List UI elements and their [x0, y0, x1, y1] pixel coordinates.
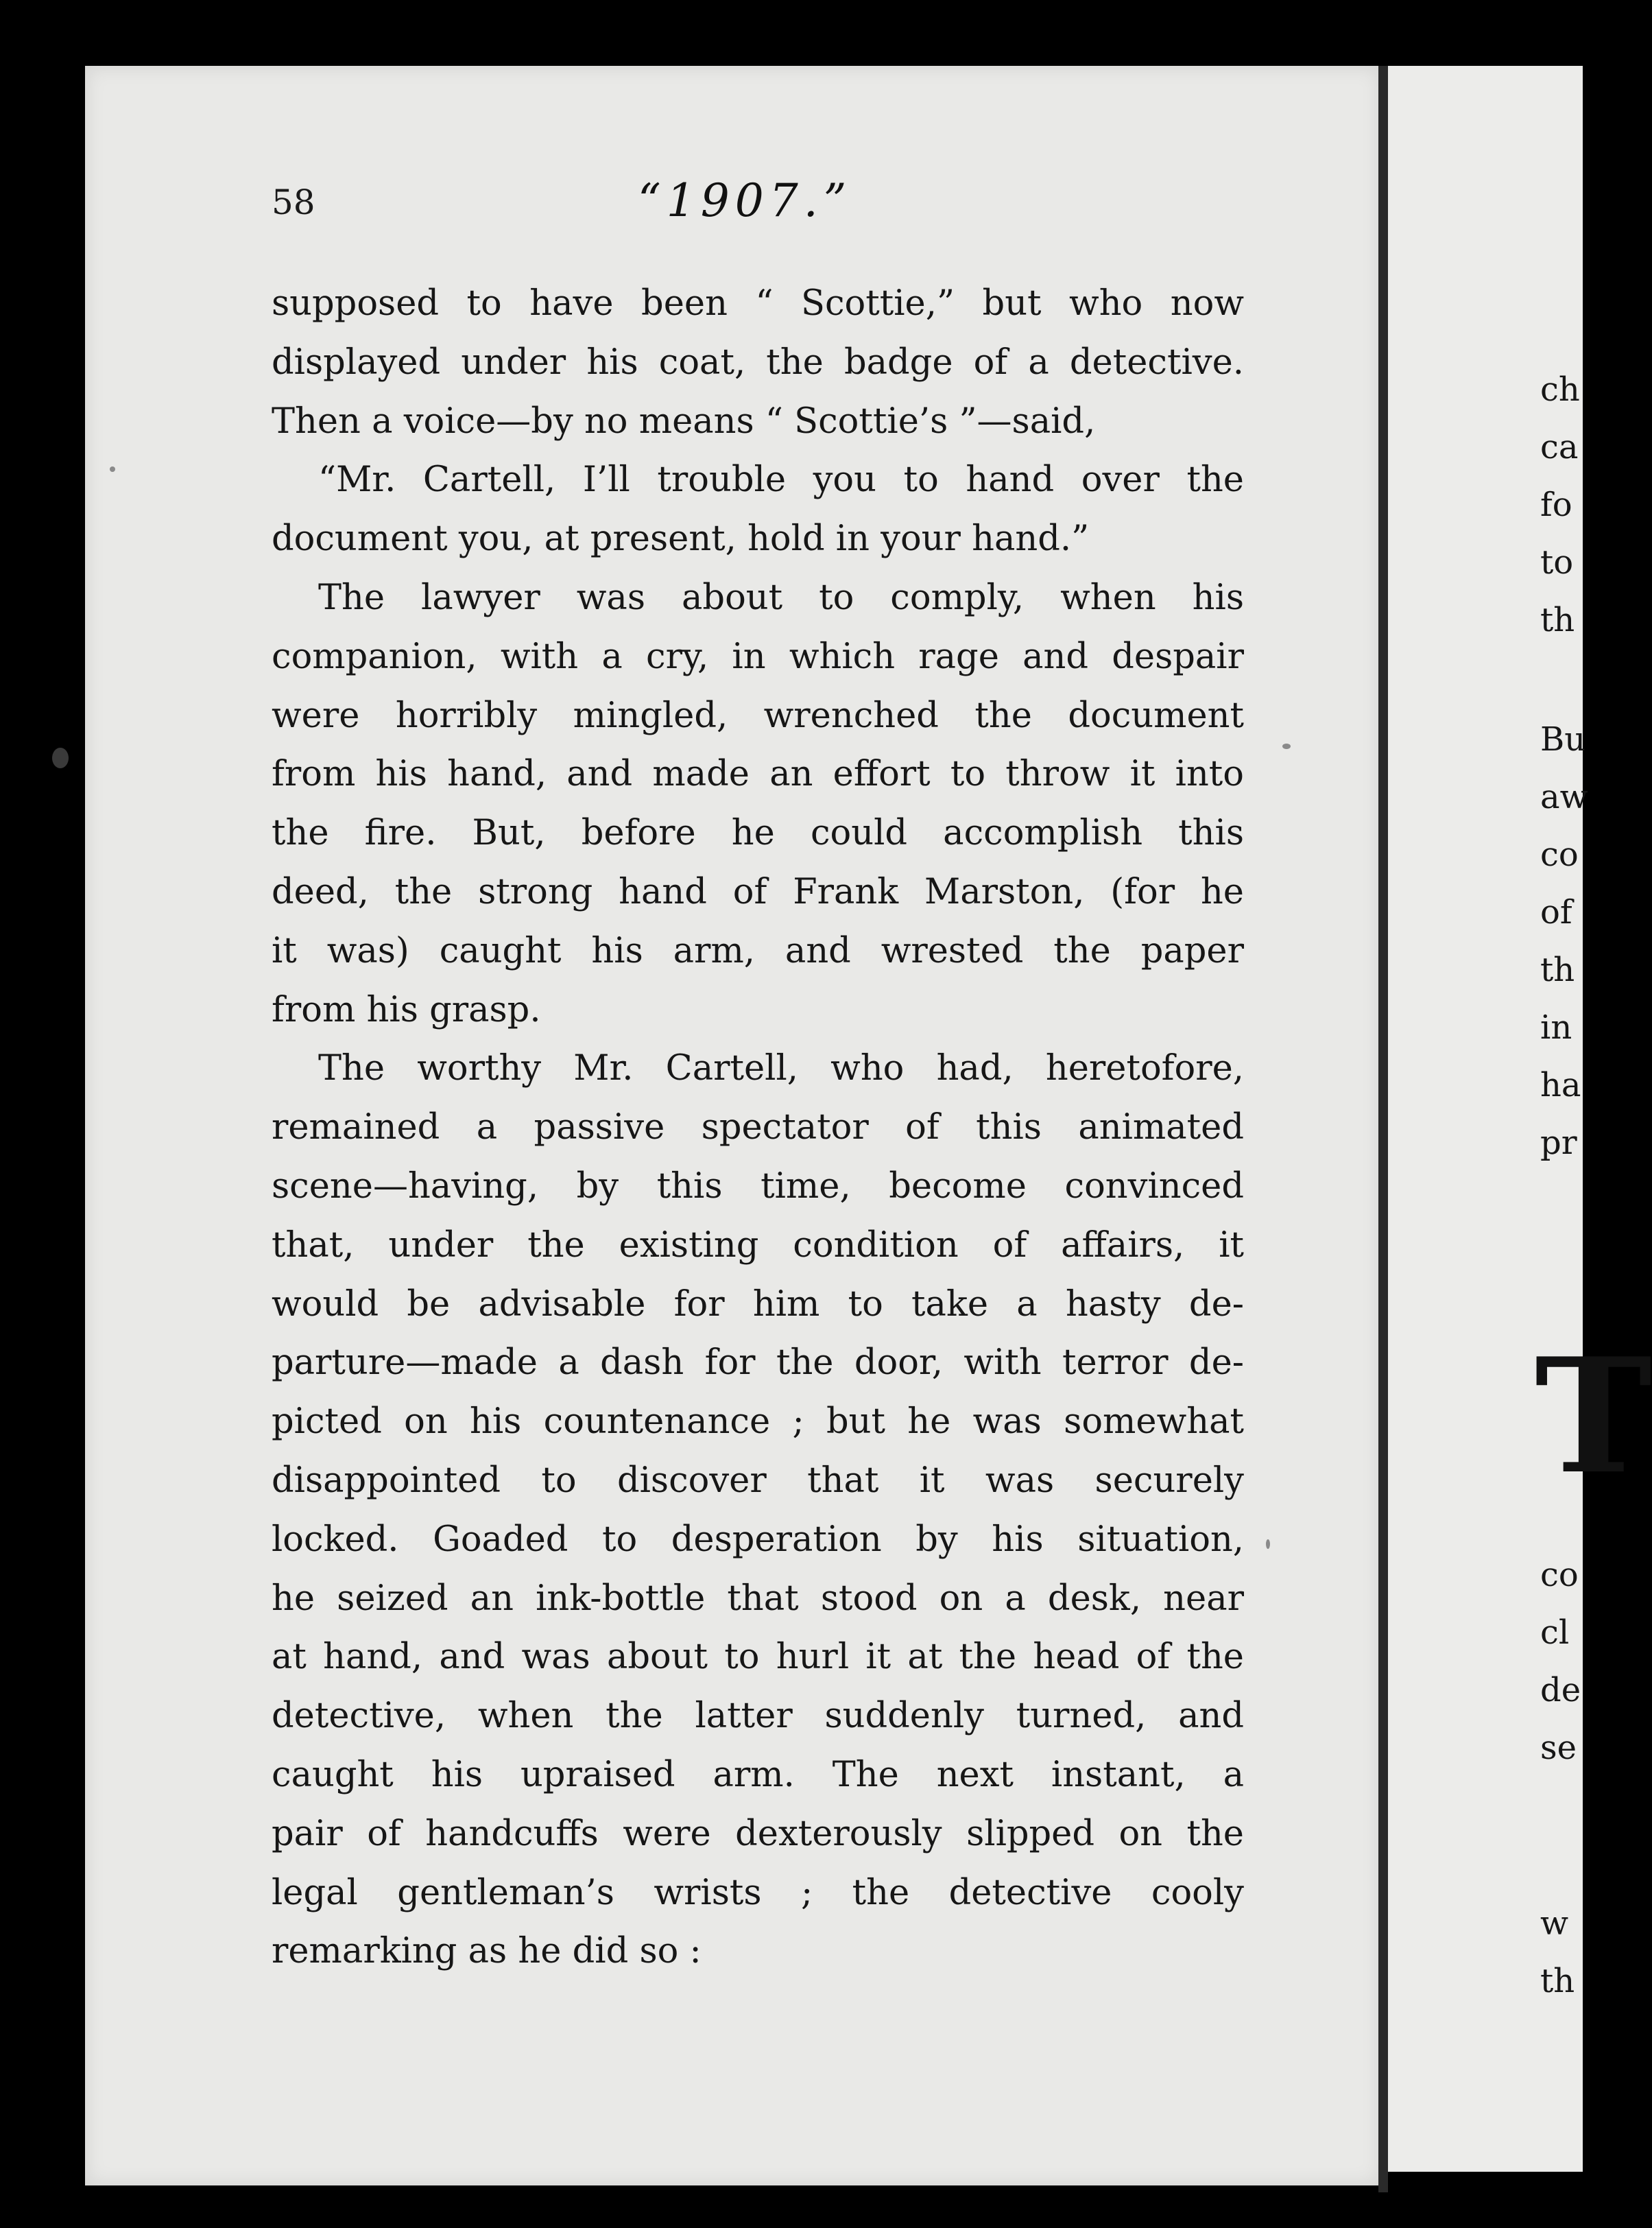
right-page-fragment: w [1540, 1904, 1569, 1943]
text-line: were horribly mingled, wrenched the document [272, 695, 1244, 736]
text-line: parture—made a dash for the door, with terror de- [272, 1342, 1244, 1384]
running-head: “1907.” [638, 174, 852, 227]
text-line: The worthy Mr. Cartell, who had, heretofore, [318, 1048, 1244, 1089]
right-page-fragment: th [1540, 1962, 1575, 2000]
text-line: scene—having, by this time, become convinced [272, 1165, 1244, 1207]
text-line: supposed to have been “ Scottie,” but who now [272, 283, 1244, 324]
text-line: he seized an ink-bottle that stood on a desk, near [272, 1578, 1244, 1619]
right-page-fragment: de [1540, 1671, 1581, 1709]
right-page-fragment: Bu [1540, 720, 1586, 759]
text-line: Then a voice—by no means “ Scottie’s ”—said, [272, 401, 1096, 442]
text-line: The lawyer was about to comply, when his [318, 577, 1244, 618]
text-line: document you, at present, hold in your hand.” [272, 519, 1090, 560]
text-line: “Mr. Cartell, I’ll trouble you to hand over the [318, 460, 1244, 501]
text-line: from his hand, and made an effort to throw it into [272, 754, 1244, 795]
right-page-fragment: ch [1540, 370, 1580, 409]
right-page-fragment: th [1540, 601, 1575, 639]
text-line: pair of handcuffs were dexterously slipped on the [272, 1813, 1244, 1854]
right-page-fragment: se [1540, 1729, 1577, 1767]
text-line: companion, with a cry, in which rage and despair [272, 636, 1244, 677]
right-page-fragment: co [1540, 836, 1579, 874]
text-line: locked. Goaded to desperation by his situation, [272, 1519, 1244, 1560]
page-number: 58 [272, 182, 315, 222]
text-line: disappointed to discover that it was securely [272, 1460, 1244, 1501]
text-line: the fire. But, before he could accomplish this [272, 813, 1244, 854]
right-page-fragment: th [1540, 951, 1575, 989]
text-line: deed, the strong hand of Frank Marston, (for he [272, 871, 1244, 912]
body-text [272, 274, 1244, 1981]
scan-speck [110, 466, 115, 472]
right-page-fragment: cl [1540, 1613, 1570, 1652]
text-line: picted on his countenance ; but he was somewhat [272, 1401, 1244, 1443]
right-page-fragment: of [1540, 893, 1572, 932]
text-line: it was) caught his arm, and wrested the paper [272, 930, 1244, 971]
text-line: remained a passive spectator of this animated [272, 1107, 1244, 1148]
scan-speck [1266, 1539, 1270, 1549]
text-line: legal gentleman’s wrists ; the detective cooly [272, 1872, 1244, 1913]
scan-speck [1282, 744, 1291, 749]
right-page-fragment: to [1540, 543, 1574, 582]
right-page-fragment: ha [1540, 1066, 1581, 1104]
scan-speck [52, 748, 69, 768]
text-line: remarking as he did so : [272, 1931, 702, 1972]
drop-cap-initial: T [1535, 1324, 1652, 1509]
text-line: at hand, and was about to hurl it at the head of the [272, 1637, 1244, 1678]
right-page-fragment: in [1540, 1008, 1572, 1047]
right-page-fragment: fo [1540, 486, 1572, 524]
right-page-fragment: aw [1540, 778, 1588, 816]
text-line: detective, when the latter suddenly turned, and [272, 1696, 1244, 1737]
right-page-fragment: ca [1540, 428, 1579, 466]
page-gutter [1378, 66, 1388, 2192]
text-line: from his grasp. [272, 989, 541, 1030]
text-line: that, under the existing condition of affairs, it [272, 1224, 1244, 1266]
right-page-fragment: pr [1540, 1124, 1577, 1162]
right-page-fragment: co [1540, 1556, 1579, 1594]
text-line: would be advisable for him to take a hasty de- [272, 1283, 1244, 1325]
text-line: displayed under his coat, the badge of a detective. [272, 342, 1244, 383]
text-line: caught his upraised arm. The next instant, a [272, 1754, 1244, 1795]
